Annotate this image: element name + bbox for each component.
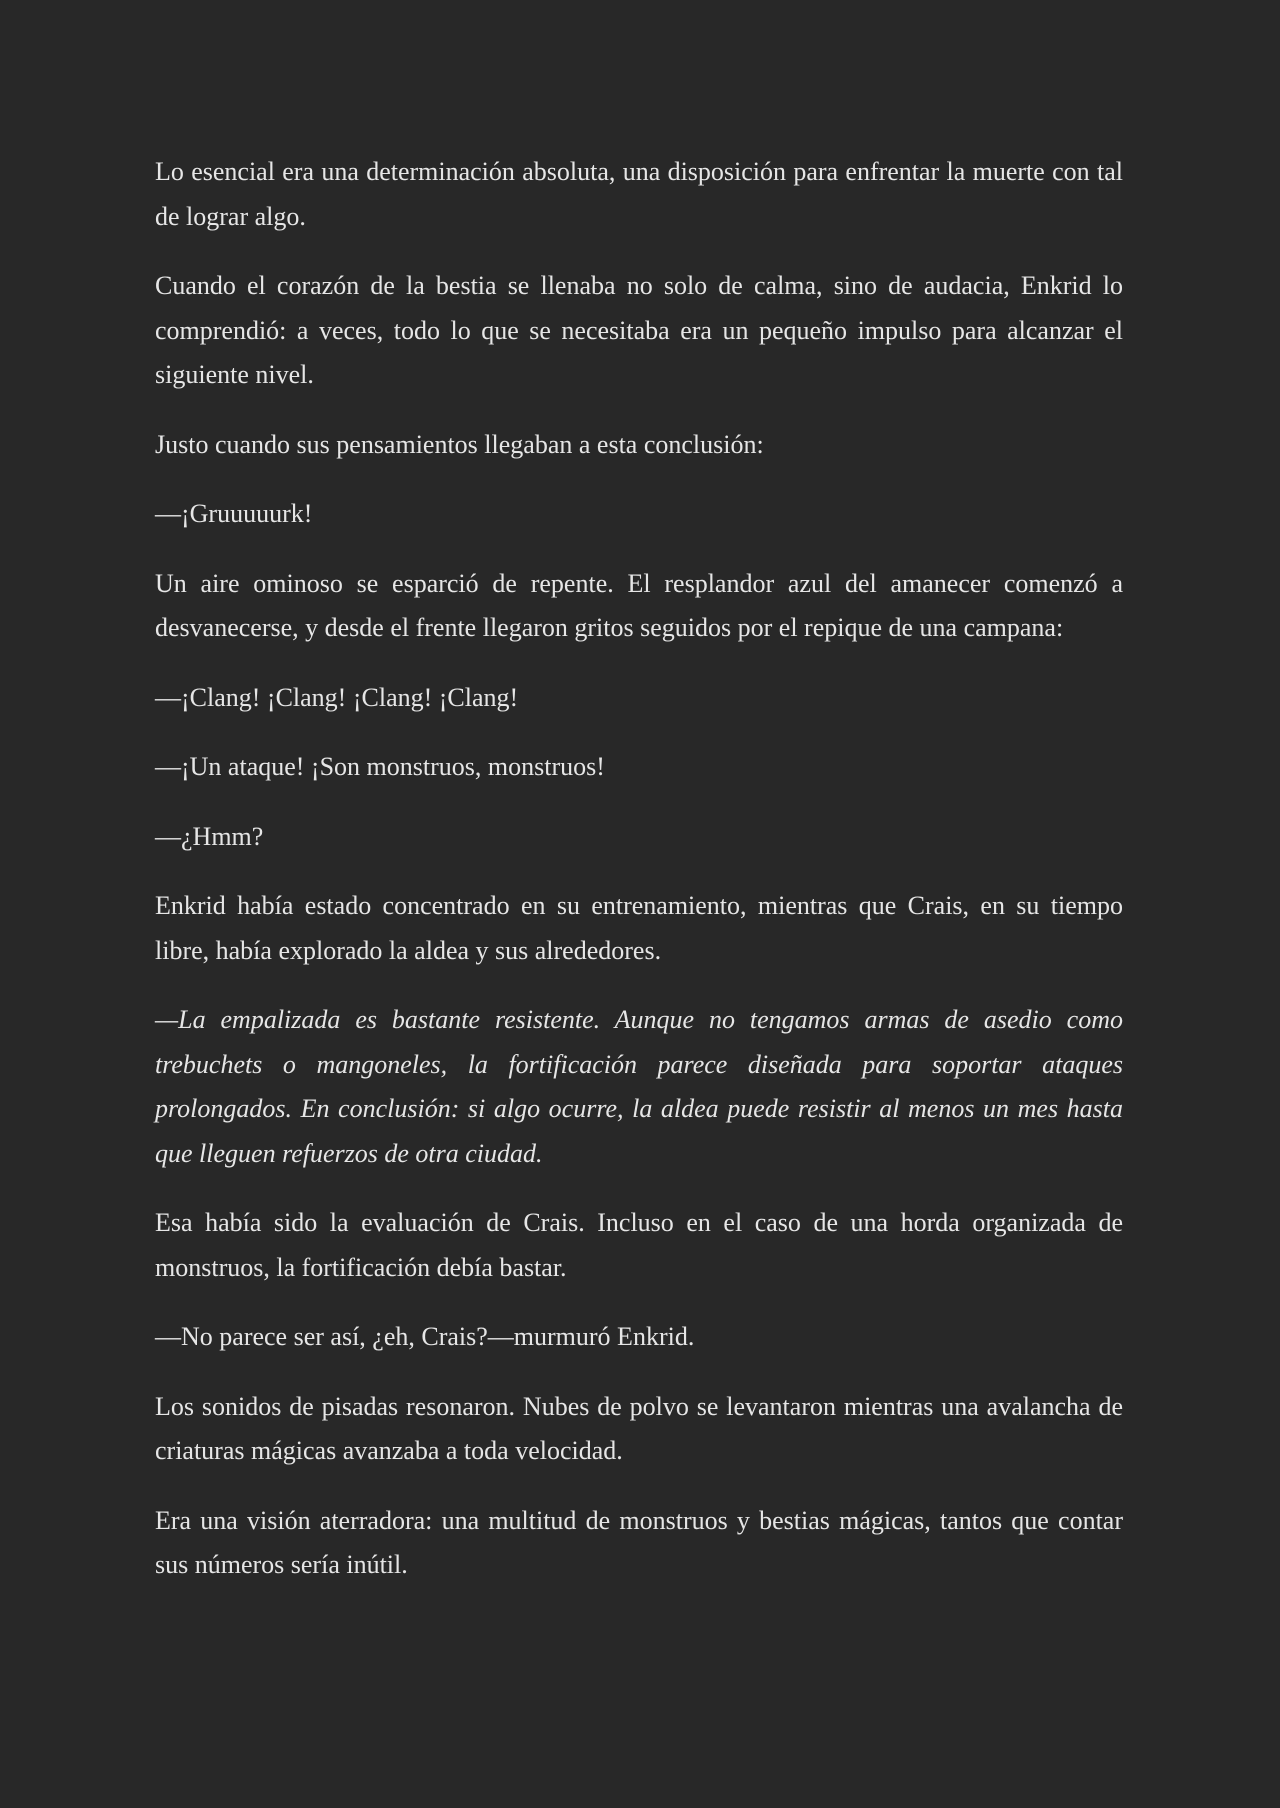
paragraph-4: —¡Gruuuuurk! <box>155 499 313 528</box>
paragraph-14: Era una visión aterradora: una multitud de monstruos y bestias mágicas, tantos que contar sus números sería inútil. <box>155 1505 1123 1579</box>
paragraph-1: Lo esencial era una determinación absoluta, una disposición para enfrentar la muerte con tal de lograr algo. <box>155 157 1123 231</box>
paragraph-11: Esa había sido la evaluación de Crais. Incluso en el caso de una horda organizada de monstruos, la fortificación debía bastar. <box>155 1208 1123 1282</box>
paragraph-12: —No parece ser así, ¿eh, Crais?—murmuró Enkrid. <box>155 1322 695 1351</box>
paragraph-3: Justo cuando sus pensamientos llegaban a esta conclusión: <box>155 429 764 459</box>
paragraph-10-italic-quote: —La empalizada es bastante resistente. Aunque no tengamos armas de asedio como trebuchets o mangoneles, la fortificación parece diseñada para soportar ataques prolongados. En conclusión: si algo ocurre, la aldea puede resistir al menos un mes hasta que lleguen refuerzos de otra ciudad. <box>155 1005 1123 1168</box>
document-body <box>155 150 1123 1613</box>
paragraph-2: Cuando el corazón de la bestia se llenaba no solo de calma, sino de audacia, Enkrid lo comprendió: a veces, todo lo que se necesitaba era un pequeño impulso para alcanzar el siguiente nivel. <box>155 271 1123 389</box>
paragraph-8: —¿Hmm? <box>155 821 264 851</box>
paragraph-5: Un aire ominoso se esparció de repente. El resplandor azul del amanecer comenzó a desvanecerse, y desde el frente llegaron gritos seguidos por el repique de una campana: <box>155 568 1123 642</box>
paragraph-9: Enkrid había estado concentrado en su entrenamiento, mientras que Crais, en su tiempo libre, había explorado la aldea y sus alrededores. <box>155 891 1123 965</box>
paragraph-6: —¡Clang! ¡Clang! ¡Clang! ¡Clang! <box>155 682 519 712</box>
paragraph-7: —¡Un ataque! ¡Son monstruos, monstruos! <box>155 752 605 781</box>
paragraph-13: Los sonidos de pisadas resonaron. Nubes de polvo se levantaron mientras una avalancha de criaturas mágicas avanzaba a toda velocidad. <box>155 1391 1123 1465</box>
